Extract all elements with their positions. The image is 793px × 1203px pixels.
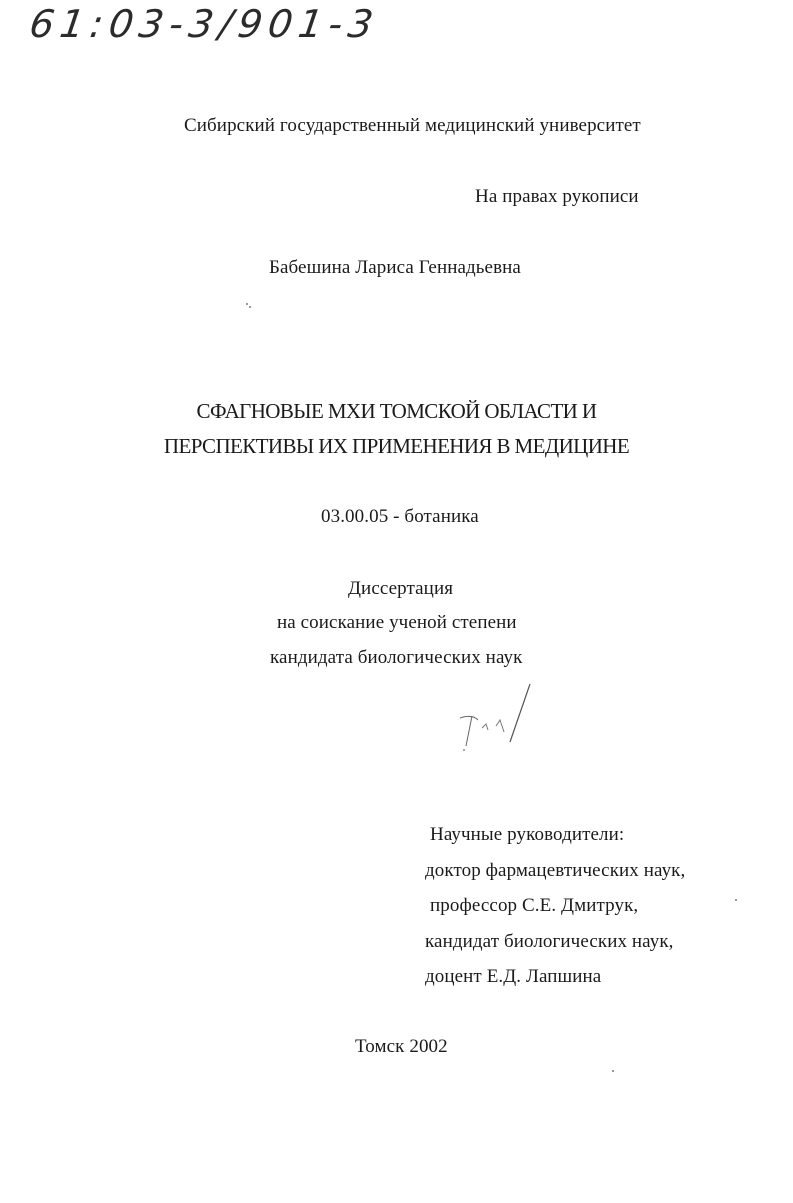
author-name: Бабешина Лариса Геннадьевна xyxy=(269,257,521,278)
supervisor-1-degree: доктор фармацевтических наук, xyxy=(425,860,686,881)
signature-mark xyxy=(452,680,542,755)
supervisor-2-degree: кандидат биологических наук, xyxy=(425,931,674,952)
degree-line-1: на соискание ученой степени xyxy=(277,612,517,633)
specialty-code: 03.00.05 - ботаника xyxy=(321,506,479,527)
place-year: Томск 2002 xyxy=(355,1036,448,1057)
dissertation-label: Диссертация xyxy=(348,578,454,599)
scan-speck xyxy=(246,303,248,305)
supervisors-heading: Научные руководители: xyxy=(430,824,625,845)
supervisor-1-name: профессор С.Е. Дмитрук, xyxy=(430,895,639,916)
scan-speck xyxy=(612,1070,614,1072)
rights-note: На правах рукописи xyxy=(475,186,639,207)
scan-speck xyxy=(735,899,737,901)
archive-number-handwritten: 61:03-3/901-3 xyxy=(26,2,382,46)
university-name: Сибирский государственный медицинский университет xyxy=(184,115,641,136)
supervisor-2-name: доцент Е.Д. Лапшина xyxy=(425,966,602,987)
title-line-2: ПЕРСПЕКТИВЫ ИХ ПРИМЕНЕНИЯ В МЕДИЦИНЕ xyxy=(163,434,630,458)
scan-speck xyxy=(249,306,251,308)
degree-line-2: кандидата биологических наук xyxy=(270,647,523,668)
title-line-1: СФАГНОВЫЕ МХИ ТОМСКОЙ ОБЛАСТИ И xyxy=(196,399,597,423)
